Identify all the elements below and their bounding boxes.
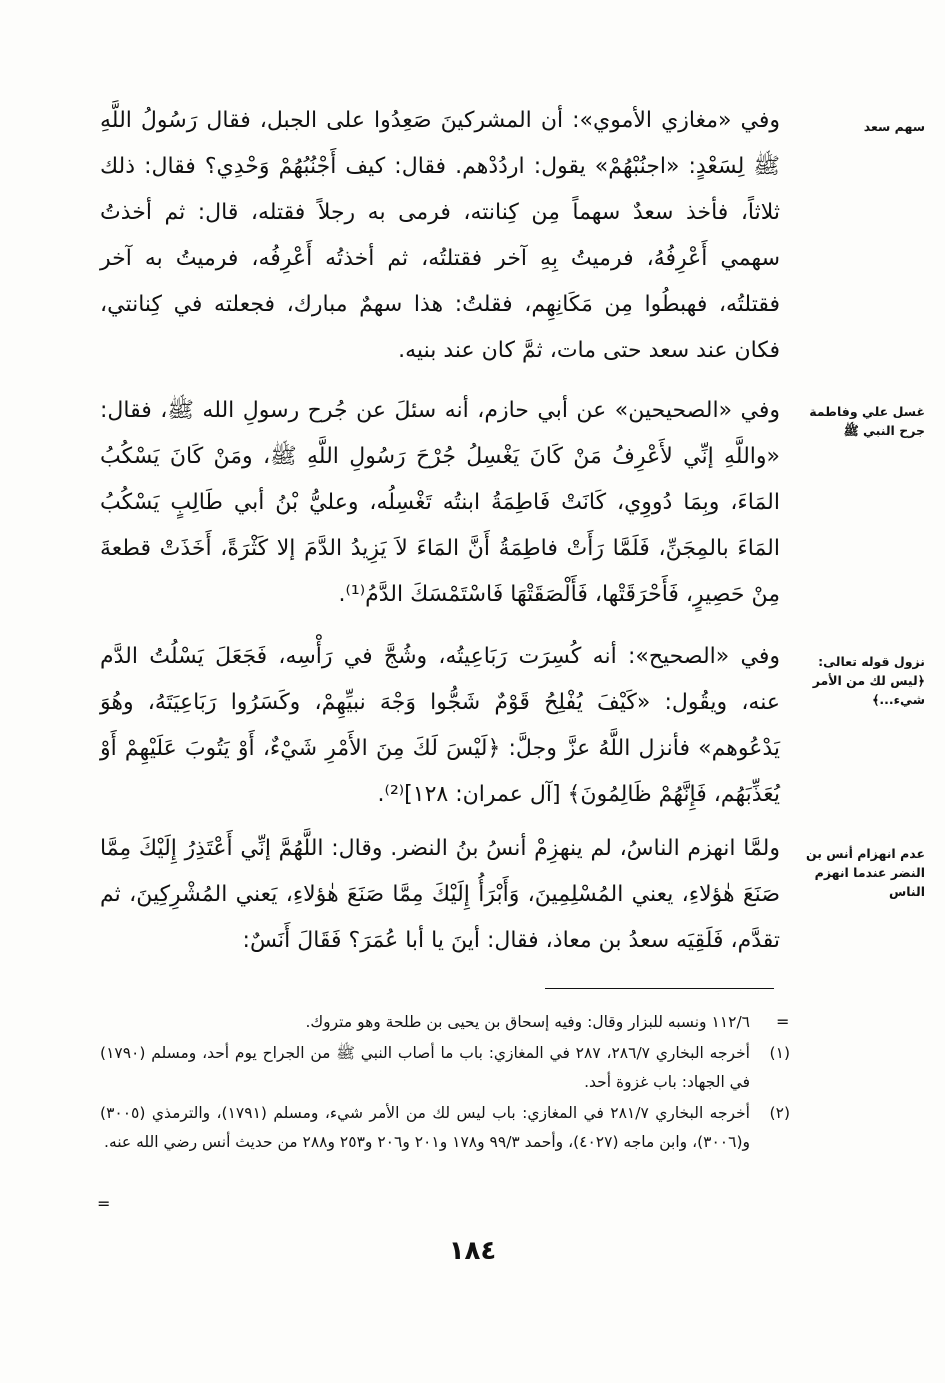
footnote-number [750, 1008, 790, 1037]
footnote-number: (٢) [769, 1104, 790, 1122]
footnote-number: (١) [769, 1044, 790, 1062]
continuation-mark-bottom: = [97, 1194, 111, 1213]
section-revelation [100, 634, 780, 818]
margin-note-washing-wound: غسل علي وفاطمة جرح النبي ﷺ [809, 404, 925, 438]
section-washing-wound [100, 388, 780, 618]
footnote-1 [100, 1039, 790, 1097]
footnotes [100, 1008, 790, 1159]
footnote-continued [100, 1008, 790, 1037]
page-number: ١٨٤ [448, 1236, 497, 1266]
margin-note-saad-arrow: سهم سعد [863, 119, 925, 134]
paragraph-revelation: وفي «الصحيح»: أنه كُسِرَت رَبَاعِيتُه، وشُجَّ في رَأْسِه، فَجَعَلَ يَسْلُتُ الدَّم عنه، ويقُول: «كَيْفَ يُفْلِحُ قَوْمٌ شَجُّوا وَجْهَ نبيِّهِمْ، وكَسَرُوا رَبَاعِيَتَهُ، وهُوَ يَدْعُوهم» فأنزل اللَّهُ عزَّ وجلَّ: ﴿لَيْسَ لَكَ مِنَ الأَمْرِ شَيْءٌ، أَوْ يَتُوبَ عَلَيْهِمْ أَوْ يُعَذِّبَهُم، فَإِنَّهُمْ ظَالِمُونَ﴾ [آل عمران: ١٢٨]⁽²⁾. [100, 644, 780, 807]
footnote-separator [545, 988, 774, 989]
continuation-mark-top: = [776, 1012, 790, 1031]
margin-note-revelation: نزول قوله تعالى: ﴿ليس لك من الأمر شيء...﴾ [812, 654, 925, 707]
paragraph-saad-arrow: وفي «مغازي الأموي»: أن المشركينَ صَعِدُوا على الجبل، فقال رَسُولُ اللَّهِ ﷺ لِسَعْدٍ: «اجنُبْهُمْ» يقول: اردُدْهم. فقال: كيف أَجْنُبُهُمْ وَحْدِي؟ فقال: ذلك ثلاثاً، فأخذ سعدٌ سهماً مِن كِنانته، فرمى به رجلاً فقتله، قال: ثم أخذتُ سهمي أَعْرِفُهُ، فرميتُ بِهِ آخر فقتلتُه، ثم أخذتُه أَعْرِفُه، فرميتُ به آخر فقتلتُه، فهبطُوا مِن مَكَانِهِم، فقلتُ: هذا سهمٌ مبارك، فجعلته في كِنانتي، فكان عند سعد حتى مات، ثمَّ كان عند بنيه. [100, 108, 780, 363]
paragraph-washing-wound: وفي «الصحيحين» عن أبي حازم، أنه سئلَ عن جُرح رسولِ الله ﷺ، فقال: «واللَّهِ إنِّي لأَعْرِفُ مَنْ كَانَ يَغْسِلُ جُرْحَ رَسُولِ اللَّهِ ﷺ، ومَنْ كَانَ يَسْكُبُ المَاءَ، وبِمَا دُووِي، كَانَتْ فَاطِمَةُ ابنتُه تَغْسِلُه، وعليُّ بْنُ أبي طَالِبٍ يَسْكُبُ المَاءَ بالمِجَنِّ، فَلَمَّا رَأَتْ فاطِمَةُ أَنَّ المَاءَ لاَ يَزِيدُ الدَّمَ إلا كَثْرَةً، أَخَذَتْ قطعةَ مِنْ حَصِيرٍ، فَأَحْرَقَتْها، فَأَلْصَقَتْهَا فَاسْتَمْسَكَ الدَّمُ⁽¹⁾. [100, 398, 780, 607]
margin-note-anas-ibn-nadr: عدم انهزام أنس بن النضر عندما انهزم الناس [805, 846, 925, 899]
section-saad-arrow [100, 98, 780, 374]
section-anas-ibn-nadr [100, 826, 780, 964]
footnote-text: أخرجه البخاري ٢٨٦/٧، ٢٨٧ في المغازي: باب ما أصاب النبي ﷺ من الجراح يوم أحد، ومسلم (١٧٩٠) في الجهاد: باب غزوة أحد. [100, 1044, 750, 1091]
footnote-text: أخرجه البخاري ٢٨١/٧ في المغازي: باب ليس لك من الأمر شيء، ومسلم (١٧٩١)، والترمذي (٣٠٠٥) و(٣٠٠٦)، وابن ماجه (٤٠٢٧)، وأحمد ٩٩/٣ و١٧٨ و٢٠١ و٢٠٦ و٢٥٣ و٢٨٨ من حديث أنس رضي الله عنه. [100, 1104, 750, 1151]
footnote-2 [100, 1099, 790, 1157]
paragraph-anas-ibn-nadr: ولمَّا انهزم الناسُ، لم ينهزِمْ أنسُ بنُ النضر. وقال: اللَّهُمَّ إنِّي أَعْتَذِرُ إِلَيْكَ مِمَّا صَنَعَ هٰؤلاءِ، يعني المُسْلِمِينَ، وَأَبْرَأُ إِلَيْكَ مِمَّا صَنَعَ هٰؤلاءِ، يَعني المُشْرِكِينَ، ثم تقدَّم، فَلَقِيَه سعدُ بن معاذ، فقال: أينَ يا أبا عُمَرَ؟ فَقَالَ أَنَسٌ: [100, 836, 780, 953]
footnote-text: ١١٢/٦ ونسبه للبزار وقال: وفيه إسحاق بن يحيى بن طلحة وهو متروك. [305, 1013, 750, 1031]
